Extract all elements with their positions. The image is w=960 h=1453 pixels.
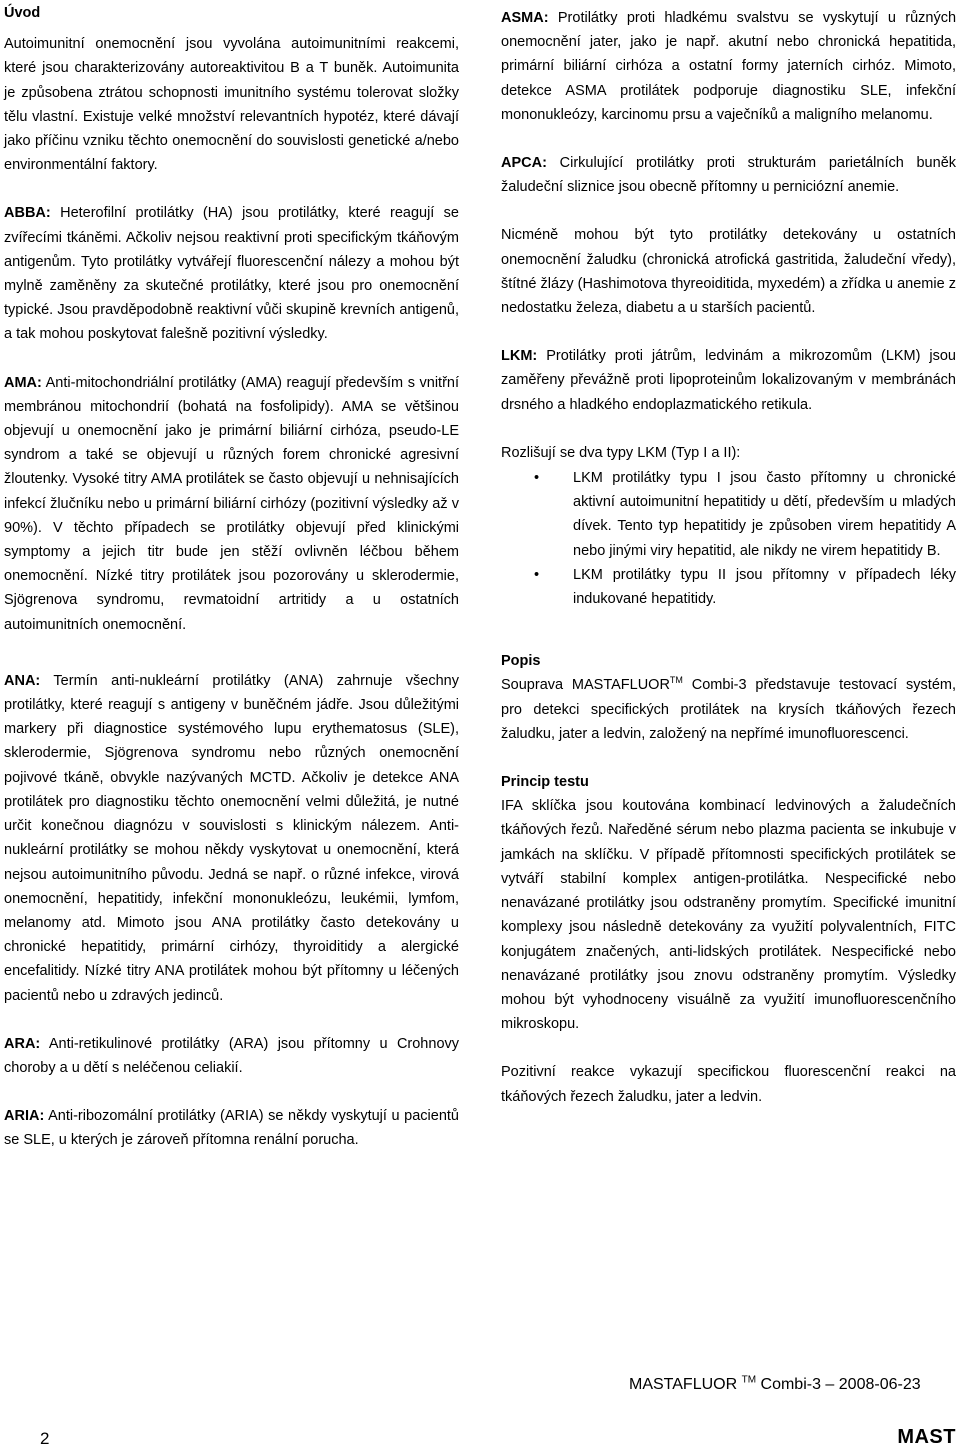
footer-product-rest: Combi-3 – 2008-06-23	[760, 1376, 921, 1393]
left-column	[4, 0, 459, 1153]
list-item: • LKM protilátky typu I jsou často přítomny u chronické aktivní autoimunitní hepatitidy u dětí, především u mladých dívek. Tento typ hepatitidy je způsoben virem hepatitidy A nebo jinými viry hepatitid, ale nikdy ne virem hepatitidy B.	[501, 466, 956, 563]
abba-text: Heterofilní protilátky (HA) jsou protilátky, které reagují se zvířecími tkáněmi. Ačkoliv nejsou reaktivní proti specifickým tkáňovým antigenům. Tyto protilátky vytvářejí fluorescenční nálezy a mohou být mylně zaměněny za skutečné protilátky, které jsou pro onemocnění typické. Jsou pravděpodobně reaktivní vůči skupině krevních antigenů, a tak mohou poskytovat falešně pozitivní výsledky.	[4, 205, 459, 343]
lkm-text: Protilátky proti játrům, ledvinám a mikrozomům (LKM) jsou zaměřeny převážně proti lipoproteinům lokalizovaným v membránách drsného a hladkého endoplazmatického retikula.	[501, 348, 956, 413]
uvod-heading: Úvod	[4, 5, 41, 21]
ana-label: ANA:	[4, 672, 41, 689]
lkm-intro: Rozlišují se dva typy LKM (Typ I a II):	[501, 444, 741, 461]
footer-product-title	[629, 1376, 921, 1394]
princip-heading: Princip testu	[501, 774, 589, 791]
asma-label: ASMA:	[501, 10, 549, 26]
lkm-paragraph	[501, 344, 956, 417]
princip-paragraph: IFA sklíčka jsou koutována kombinací ledvinových a žaludečních tkáňových řezů. Naředěné sérum nebo plazma pacienta se inkubuje v jamkách na sklíčku. V případě přítomnosti specifických protilátek se vytváří stabilní komplex antigen-protilátka. Nespecifické nebo nenavázané protilátky jsou odstraněny promytím. Specifické imunitní komplexy jsou následně detekovány za využití polyvalentních, FITC konjugátem značených, anti-lidských protilátek. Nespecifické nebo nenavázané protilátky jsou znovu odstraněny promytím. Výsledky mohou být vyhodnoceny visuálně za využití imunofluorescenčního mikroskopu.	[501, 798, 956, 1033]
ana-text: Termín anti-nukleární protilátky (ANA) zahrnuje všechny protilátky, které reagují s antigeny v buněčném jádře. Jsou důležitými markery při diagnostice systémového lupu erythematosus (SLE), sklerodermie, Sjögrenova syndromu nebo různých onemocnění pojivové tkáně, obvykle nazývaných MCTD. Ačkoliv je detekce ANA protilátek pro diagnostiku těchto onemocnění velmi důležitá, je nutné určit konečnou diagnózu v souvislosti s klinickým nálezem. Anti- nukleární protilátky se mohou někdy vyskytovat u onemocnění, která nejsou autoimunitního původu. Jedná se např. o různé infekce, virová onemocnění, hepatitidy, infekční mononukleózu, leukémii, lymfom, melanomy atd. Mimoto jsou ANA protilátky často detekovány u chronické hepatitidy, primární cirhózy, thyroiditidy a alergické encefalitidy. Nízké titry ANA protilátek mohou být přítomny u léčených pacientů nebo u zdravých jedinců.	[4, 672, 459, 1004]
aria-text: Anti-ribozomální protilátky (ARIA) se někdy vyskytují u pacientů se SLE, u kterých je zároveň přítomna renální porucha.	[4, 1108, 459, 1149]
ama-label: AMA:	[4, 374, 42, 391]
ara-paragraph	[4, 1032, 459, 1080]
ara-text: Anti-retikulinové protilátky (ARA) jsou přítomny u Crohnovy choroby a u dětí s neléčenou celiakií.	[4, 1035, 460, 1076]
pozitivni-paragraph: Pozitivní reakce vykazují specifickou fluorescenční reakci na tkáňových řezech žaludku, jater a ledvin.	[501, 1064, 956, 1105]
popis-text-before: Souprava MASTAFLUOR	[501, 677, 670, 694]
trademark-mark: TM	[669, 675, 683, 686]
ara-label: ARA:	[4, 1035, 41, 1052]
popis-heading: Popis	[501, 653, 541, 670]
aria-paragraph	[4, 1104, 459, 1152]
footer-trademark: TM	[741, 1374, 757, 1386]
footer-product: MASTAFLUOR	[629, 1376, 738, 1393]
right-column	[501, 0, 956, 1109]
aria-label: ARIA:	[4, 1108, 45, 1125]
list-item: • LKM protilátky typu II jsou přítomny v případech léky indukované hepatitidy.	[501, 563, 956, 611]
apca-text: Cirkulující protilátky proti strukturám parietálních buněk žaludeční sliznice jsou obecně přítomny u perniciózní anemie.	[501, 155, 957, 196]
ama-paragraph	[4, 371, 459, 637]
popis-paragraph	[501, 673, 956, 746]
apca-paragraph	[501, 151, 956, 199]
asma-text: Protilátky proti hladkému svalstvu se vyskytují u různých onemocnění jater, jako je např. akutní nebo chronická hepatitida, primární biliární cirhóza a ostatní formy jaterních cirhóz. Mimoto, detekce ASMA protilátek podporuje diagnostiku SLE, infekční mononukleózy, karcinomu prsu a vaječníků a maligního melanomu.	[501, 10, 957, 123]
abba-paragraph	[4, 201, 459, 346]
ana-paragraph	[4, 669, 459, 1008]
lkm-types-list	[501, 466, 956, 611]
uvod-paragraph: Autoimunitní onemocnění jsou vyvolána autoimunitními reakcemi, které jsou charakterizovány autoreaktivitou B a T buněk. Autoimunita je způsobena ztrátou schopnosti imunitního systému tolerovat složky tělu vlastní. Existuje velké množství relevantních hypotéz, které dávají jako příčinu vzniku těchto onemocnění do souvislosti genetické a/nebo environmentální faktory.	[4, 36, 459, 174]
abba-label: ABBA:	[4, 205, 51, 222]
mast-logo: MAST	[897, 1426, 956, 1448]
apca-label: APCA:	[501, 155, 547, 172]
nicmene-paragraph: Nicméně mohou být tyto protilátky detekovány u ostatních onemocnění žaludku (chronická atrofická gastritida, žaludeční vředy), štítné žlázy (Hashimotova thyreoiditida, myxedém) a zřídka u anemie z nedostatku železa, diabetu a u starších pacientů.	[501, 227, 956, 317]
page-number: 2	[40, 1429, 50, 1448]
ama-text: Anti-mitochondriální protilátky (AMA) reagují především s vnitřní membránou mitochondrií (bohatá na fosfolipidy). AMA se většinou objevují u onemocnění jako je primární biliární cirhóza, pseudo-LE syndrom a také se objevují u různých forem chronické agresivní žloutenky. Vysoké titry AMA protilátek se často objevují u nehnisajících infekcí žlučníku nebo u primární biliární cirhózy (pozitivní výsledky až v 90%). V těchto případech se protilátky objevují před klinickými symptomy a jejich titr bude jen stěží ovlivněn léčbou během onemocnění. Nízké titry protilátek jsou pozorovány u sklerodermie, Sjögrenova syndromu, revmatoidní artritidy a u ostatních autoimunitních onemocnění.	[4, 374, 459, 633]
asma-paragraph	[501, 6, 956, 127]
popis-text-after: Combi-3 představuje testovací systém, pro detekci specifických protilátek na krysích tkáňových řezech žaludku, jater a ledvin, založený na nepřímé imunofluorescenci.	[501, 677, 956, 742]
lkm-label: LKM:	[501, 348, 538, 365]
